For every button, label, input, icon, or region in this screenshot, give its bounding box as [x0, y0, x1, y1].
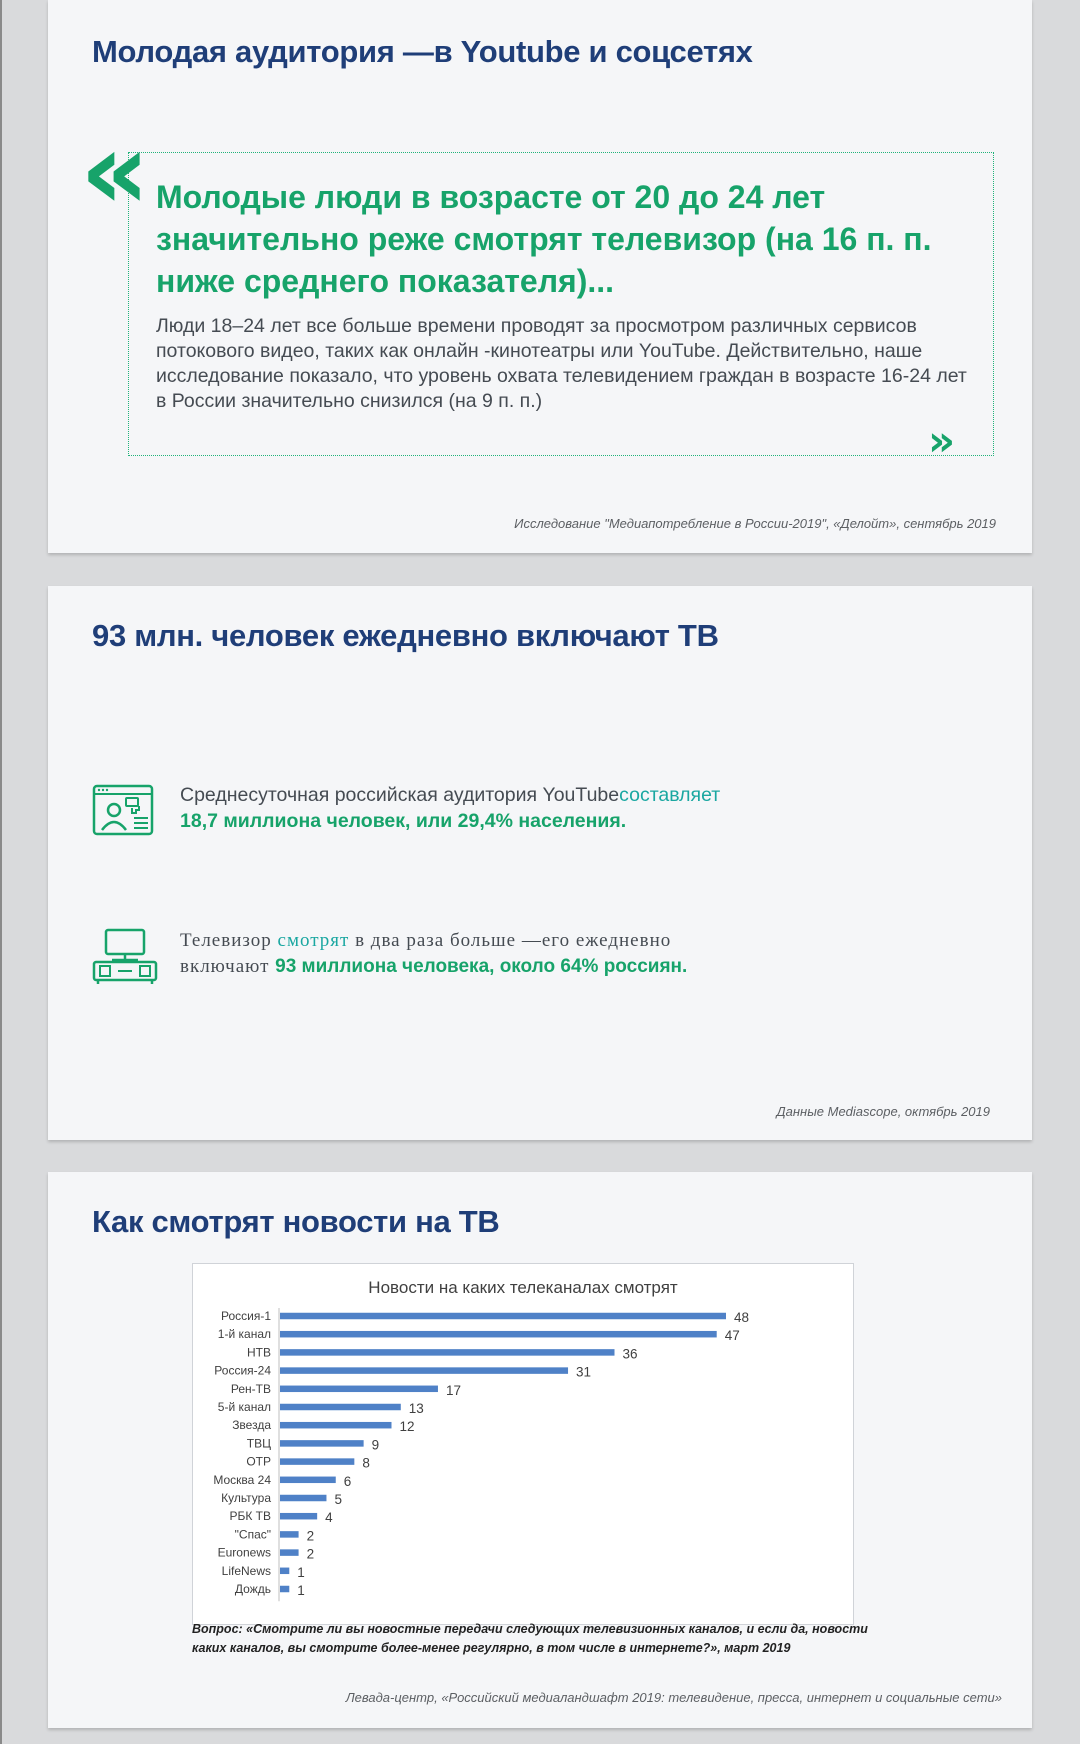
chart-caption [192, 1620, 872, 1658]
chart-bar [280, 1513, 317, 1520]
data-label: 1 [297, 1583, 305, 1598]
stat-lead-text: Среднесуточная российская аудитория YouTube [180, 784, 620, 806]
chart-bar [280, 1386, 438, 1393]
data-label: 48 [734, 1310, 750, 1325]
data-label: 12 [399, 1419, 415, 1435]
stat-strong-text: 18,7 миллиона человек, или 29,4% населения. [180, 810, 627, 832]
category-label: 1-й канал [217, 1327, 271, 1342]
category-label: Euronews [217, 1545, 271, 1560]
data-label: 5 [334, 1492, 342, 1507]
left-edge-bar [0, 0, 2, 1744]
category-label: ТВЦ [246, 1436, 271, 1451]
category-label: LifeNews [221, 1563, 271, 1578]
chart-bar [280, 1531, 299, 1538]
data-label: 4 [325, 1510, 333, 1526]
data-label: 36 [622, 1346, 638, 1362]
stat-teal-text: составляет [619, 784, 721, 806]
youtube-audience-stat [180, 782, 720, 834]
data-label: 6 [343, 1473, 352, 1489]
chart-bar [280, 1331, 717, 1338]
category-label: Рен-ТВ [230, 1381, 271, 1396]
tv-stand-icon [92, 928, 158, 991]
category-label: ОТР [246, 1454, 271, 1469]
chart-bar [280, 1440, 364, 1447]
data-label: 17 [445, 1382, 461, 1398]
news-channels-chart [192, 1263, 854, 1625]
chart-bar [280, 1458, 354, 1465]
source-note: Левада-центр, «Российский медиаландшафт 2019: телевидение, пресса, интернет и социальные сети» [345, 1690, 1002, 1705]
chart-bar [280, 1549, 299, 1556]
stat-lead-text: Телевизор [180, 930, 278, 951]
slide-title: 93 млн. человек ежедневно включают ТВ [92, 618, 719, 653]
category-label: Москва 24 [213, 1472, 271, 1487]
caption-line-2: каких каналов, вы смотрите более-менее регулярно, в том числе в интернете?», март 2019 [192, 1641, 791, 1655]
stat-teal-text: смотрят [277, 930, 350, 951]
slide-tv-audience [48, 586, 1032, 1140]
data-label: 2 [306, 1528, 315, 1544]
chart-bar [280, 1349, 615, 1356]
quote-open-icon: « [80, 109, 136, 234]
category-label: Культура [221, 1491, 271, 1505]
chart-bar [280, 1568, 289, 1575]
quote-body: Люди 18–24 лет все больше времени проводят за просмотром различных сервисов потокового видео, таких как онлайн -кинотеатры или YouTube. Действительно, наше исследование показало, что уровень охвата телевидением граждан в возрасте 16-24 лет в России значительно снизился (на 9 п. п.) [156, 315, 967, 412]
source-note: Исследование "Медиапотребление в России-2019", «Делойт», сентябрь 2019 [514, 516, 996, 531]
data-label: 13 [408, 1401, 424, 1416]
data-label: 47 [724, 1328, 740, 1344]
chart-bar [280, 1367, 568, 1374]
category-label: Звезда [232, 1418, 271, 1433]
chart-bar [280, 1404, 401, 1411]
category-label: НТВ [247, 1345, 271, 1360]
data-label: 2 [306, 1546, 315, 1562]
chart-bar [280, 1495, 326, 1502]
tv-audience-stat [180, 928, 687, 980]
quote-close-icon: » [928, 416, 956, 465]
slide-young-audience [48, 0, 1032, 553]
category-label: 5-й канал [217, 1400, 271, 1414]
caption-line-1: Вопрос: «Смотрите ли вы новостные передачи следующих телевизионных каналов, и если да, новости [192, 1622, 868, 1636]
data-label: 9 [371, 1437, 380, 1453]
chart-plot [193, 1264, 853, 1624]
data-label: 31 [576, 1364, 592, 1380]
chart-title: Новости на каких телеканалах смотрят [368, 1278, 678, 1297]
chart-bar [280, 1313, 726, 1320]
data-label: 1 [297, 1564, 305, 1580]
stat-line2-text: включают [180, 956, 276, 977]
chart-bar [280, 1477, 336, 1484]
category-label: Дождь [234, 1582, 271, 1596]
stat-strong-text: 93 миллиона человека, около 64% россиян. [275, 956, 688, 977]
slide-title: Молодая аудитория —в Youtube и соцсетях [92, 34, 753, 69]
stat-mid-text: в два раза больше —его ежедневно [349, 930, 672, 951]
category-label: Россия-24 [214, 1363, 271, 1378]
chart-bar [280, 1586, 289, 1593]
data-label: 8 [362, 1455, 370, 1471]
video-presenter-icon [92, 784, 156, 843]
slide-title: Как смотрят новости на ТВ [92, 1204, 500, 1239]
category-label: "Спас" [234, 1527, 271, 1542]
category-label: РБК ТВ [229, 1509, 271, 1524]
source-note: Данные Mediascope, октябрь 2019 [776, 1104, 990, 1119]
quote-headline: Молодые люди в возрасте от 20 до 24 лет значительно реже смотрят телевизор (на 16 п. п. ниже среднего показателя)... [156, 179, 932, 299]
slide-tv-news [48, 1172, 1032, 1728]
chart-bar [280, 1422, 392, 1429]
category-label: Россия-1 [220, 1309, 271, 1323]
